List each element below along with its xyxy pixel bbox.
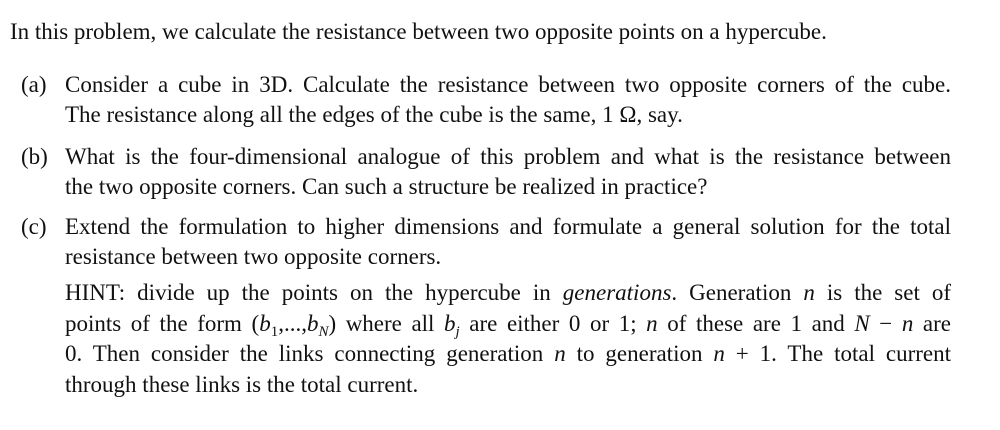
part-c-label: (c): [21, 214, 47, 239]
hint-emphasis: generations: [562, 280, 672, 305]
part-a-line-1: Consider a cube in 3D. Calculate the resistance between two opposite corners of the cube.: [65, 72, 951, 97]
part-b-line-1: What is the four-dimensional analogue of this problem and what is the resistance between: [65, 144, 951, 169]
part-b-text: [65, 142, 951, 202]
hint-line-4: through these links is the total current.: [65, 371, 419, 397]
part-c-line-2: resistance between two opposite corners.: [65, 244, 442, 269]
part-a-line-2: The resistance along all the edges of the cube is the same, 1 Ω, say.: [65, 102, 683, 127]
part-b-line-2: the two opposite corners. Can such a structure be realized in practice?: [65, 174, 708, 199]
hint-line-3: 0. Then consider the links connecting generation n to generation n + 1. The total current: [65, 341, 951, 366]
problem-intro: In this problem, we calculate the resistance between two opposite points on a hypercube.: [10, 19, 827, 44]
hint-line-1: HINT: divide up the points on the hypercube in generations. Generation n is the set of: [65, 280, 951, 305]
hint-block: [65, 278, 951, 400]
part-a-label: (a): [21, 72, 47, 97]
hint-line-2: points of the form $(b_1,...,b_N)$ where all $b_j$ are either 0 or 1; n of these are 1 and N − n are: [65, 310, 952, 340]
part-b-label: (b): [21, 144, 48, 169]
part-c-text: [65, 212, 951, 400]
part-c-line-1: Extend the formulation to higher dimensions and formulate a general solution for the total: [65, 214, 951, 239]
part-a-text: [65, 70, 951, 130]
